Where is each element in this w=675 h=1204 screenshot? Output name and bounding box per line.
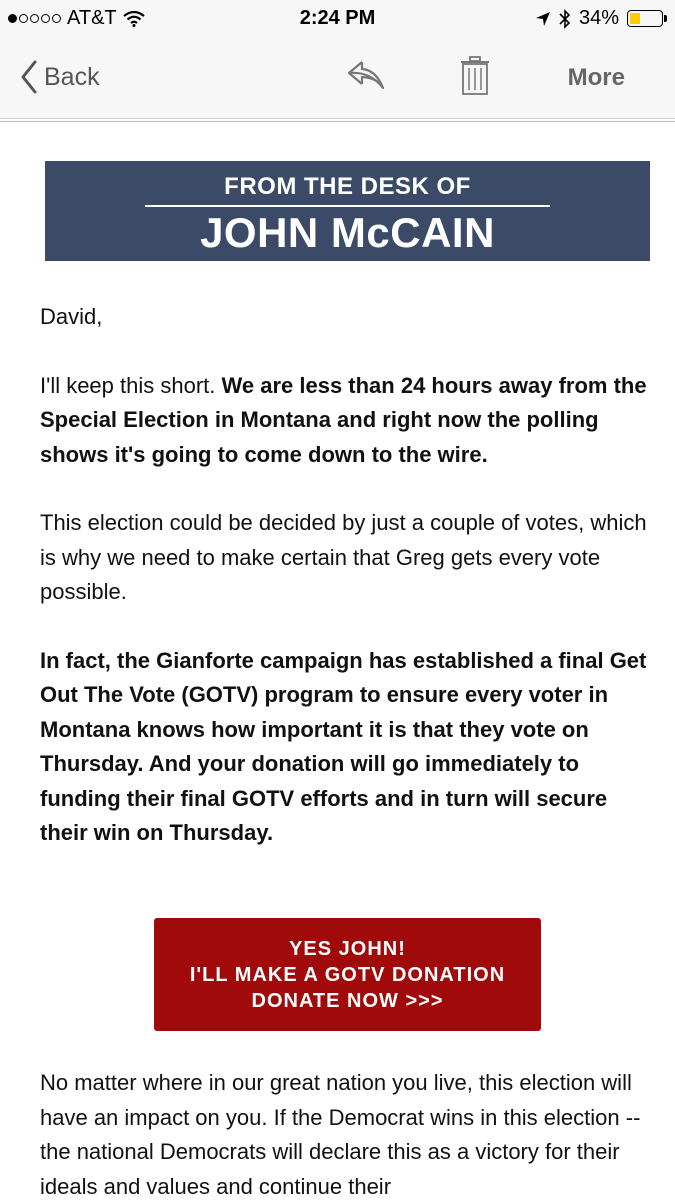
email-body (40, 300, 650, 885)
chevron-left-icon (20, 60, 38, 94)
divider (0, 121, 675, 122)
paragraph-4: No matter where in our great nation you live, this election will have an impact on you. If the Democrat wins in this election -- the national Democrats will declare this as a victory for their ideals and values and continue their (40, 1070, 641, 1199)
status-bar (0, 0, 675, 38)
banner-subtitle: FROM THE DESK OF (224, 173, 471, 200)
trash-icon (460, 56, 490, 96)
more-button[interactable]: More (567, 64, 625, 91)
trash-button[interactable] (460, 56, 490, 101)
paragraph-1-bold: We are less than 24 hours away from the Special Election in Montana and right now the polling shows it's going to come down to the wire. (40, 372, 647, 467)
reply-icon (346, 58, 386, 92)
donate-line-2: I'LL MAKE A GOTV DONATION (189, 963, 506, 986)
donate-line-1: YES JOHN! (289, 937, 406, 960)
paragraph-1 (40, 369, 650, 473)
battery-nub (664, 15, 667, 22)
battery-percent: 34% (578, 7, 619, 29)
banner-rule (145, 205, 550, 207)
battery-icon (627, 10, 663, 27)
bluetooth-icon (559, 9, 571, 29)
back-button[interactable] (20, 60, 100, 94)
location-arrow-icon (535, 11, 551, 27)
donate-button[interactable] (154, 918, 541, 1031)
clock: 2:24 PM (299, 7, 376, 29)
status-right (535, 7, 663, 30)
paragraph-3 (40, 644, 650, 851)
donate-button-wrap (154, 918, 541, 1031)
donate-line-3: DONATE NOW >>> (251, 989, 444, 1012)
paragraph-1-normal: I'll keep this short. (40, 372, 222, 398)
carrier-label: AT&T (67, 7, 117, 29)
mail-toolbar (0, 38, 675, 119)
email-header-banner (45, 161, 650, 261)
paragraph-2: This election could be decided by just a couple of votes, which is why we need to make certain that Greg gets every vote possible. (40, 510, 647, 604)
banner-title: JOHN McCAIN (200, 209, 495, 256)
greeting: David, (40, 304, 103, 329)
back-label: Back (44, 62, 100, 91)
reply-button[interactable] (346, 58, 386, 97)
paragraph-3-bold: In fact, the Gianforte campaign has established a final Get Out The Vote (GOTV) program to ensure every voter in Montana knows how important it is that they vote on Thursday. And your donation will go immediately to funding their final GOTV efforts and in turn will secure their win on Thursday. (40, 647, 647, 845)
battery-fill (630, 13, 640, 24)
